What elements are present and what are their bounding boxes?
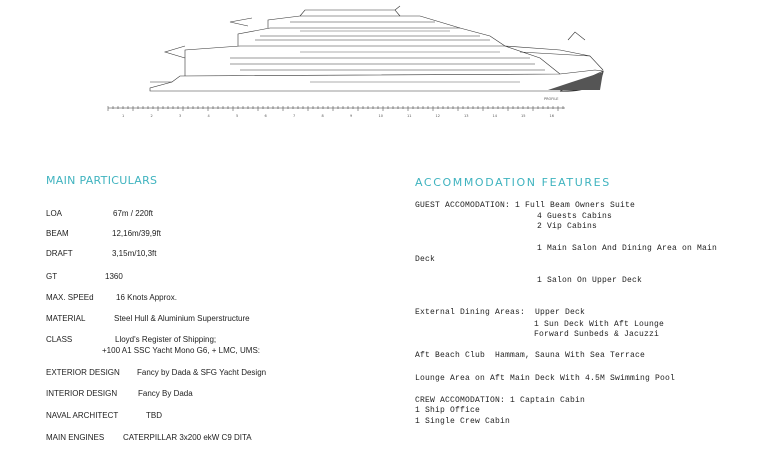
ruler-tick-label: 15 [521, 114, 526, 118]
ruler-tick-label: 13 [464, 114, 469, 118]
spec-value: 3,15m/10,3ft [112, 249, 157, 258]
spec-value: TBD [146, 411, 162, 420]
ruler-tick-label: 5 [236, 114, 239, 118]
spec-key: CLASS [46, 335, 73, 344]
ruler-tick-label: 16 [549, 114, 554, 118]
spec-key: MAX. SPEEd [46, 293, 94, 302]
ruler-tick-label: 2 [150, 114, 153, 118]
accommodation-line: CREW ACCOMODATION: 1 Captain Cabin [415, 396, 586, 405]
spec-key: INTERIOR DESIGN [46, 389, 118, 398]
spec-value: 1360 [105, 272, 123, 281]
ruler-tick-label: 12 [435, 114, 440, 118]
main-particulars-title: MAIN PARTICULARS [46, 174, 158, 187]
ruler-tick-label: 7 [293, 114, 296, 118]
accommodation-line: 1 Ship Office [415, 406, 481, 415]
accommodation-line: Lounge Area on Aft Main Deck With 4.5M Swimming Pool [415, 374, 676, 383]
spec-key: NAVAL ARCHITECT [46, 411, 119, 420]
accommodation-line: 1 Main Salon And Dining Area on Main [537, 244, 718, 253]
spec-key: LOA [46, 209, 63, 218]
accommodation-line: Forward Sunbeds & Jacuzzi [534, 330, 660, 339]
accommodation-line: External Dining Areas: Upper Deck [415, 308, 586, 317]
accommodation-line: Deck [415, 255, 436, 264]
accommodation-line: 1 Salon On Upper Deck [537, 276, 643, 285]
spec-value-continued: +100 A1 SSC Yacht Mono G6, + LMC, UMS: [102, 346, 261, 355]
ruler-tick-label: 14 [492, 114, 497, 118]
accommodation-line: 2 Vip Cabins [537, 222, 598, 231]
spec-value: Fancy By Dada [138, 389, 193, 398]
accommodation-line: GUEST ACCOMODATION: 1 Full Beam Owners Suite [415, 201, 636, 210]
ruler-tick-label: 4 [207, 114, 210, 118]
accommodation-line: 1 Single Crew Cabin [415, 417, 511, 426]
ruler-tick-label: 8 [321, 114, 324, 118]
spec-value: CATERPILLAR 3x200 ekW C9 DITA [123, 433, 252, 442]
spec-value: Lloyd's Register of Shipping; [115, 335, 217, 344]
spec-value: 16 Knots Approx. [116, 293, 177, 302]
yacht-profile-drawing [0, 0, 765, 130]
spec-value: Fancy by Dada & SFG Yacht Design [137, 368, 267, 377]
profile-label: PROFILE [544, 97, 559, 101]
accommodation-features-title: ACCOMMODATION FEATURES [415, 176, 611, 189]
ruler-tick-label: 3 [179, 114, 182, 118]
accommodation-line: 4 Guests Cabins [537, 212, 613, 221]
spec-key: DRAFT [46, 249, 73, 258]
spec-key: GT [46, 272, 58, 281]
spec-value: 12,16m/39,9ft [112, 229, 161, 238]
spec-key: MAIN ENGINES [46, 433, 105, 442]
spec-value: 67m / 220ft [113, 209, 154, 218]
ruler-tick-label: 1 [122, 114, 125, 118]
spec-key: MATERIAL [46, 314, 86, 323]
spec-key: BEAM [46, 229, 69, 238]
accommodation-line: Aft Beach Club Hammam, Sauna With Sea Terrace [415, 351, 646, 360]
ruler-tick-label: 10 [378, 114, 383, 118]
ruler-tick-label: 9 [350, 114, 353, 118]
ruler-tick-label: 11 [407, 114, 412, 118]
accommodation-line: 1 Sun Deck With Aft Lounge [534, 320, 665, 329]
spec-value: Steel Hull & Aluminium Superstructure [114, 314, 250, 323]
ruler-tick-label: 6 [264, 114, 267, 118]
spec-key: EXTERIOR DESIGN [46, 368, 120, 377]
